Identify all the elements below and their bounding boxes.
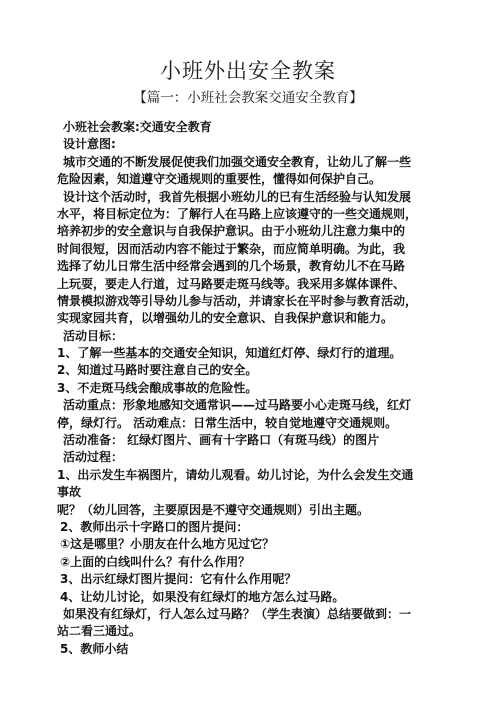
paragraph-line: 城市交通的不断发展促使我们加强交通安全教育，让幼儿了解一些 (63, 154, 412, 169)
paragraph-line: 选择了幼儿日常生活中经常会遇到的几个场景，教育幼儿不在马路 (57, 259, 406, 274)
list-item: 呢？（幼儿回答，主要原因是不遵守交通规则）引出主题。 (57, 502, 370, 517)
paragraph-line: 活动准备： 红绿灯图片、画有十字路口（有斑马线）的图片 (63, 433, 380, 448)
paragraph-line: 实现家园共育，以增强幼儿的安全意识、自我保护意识和能力。 (57, 311, 394, 326)
list-item: 1、出示发生车祸图片，请幼儿观看。幼儿讨论，为什么会发生交通 (57, 467, 414, 482)
list-item: 2、知道过马路时要注意自己的安全。 (57, 363, 258, 378)
paragraph-label: 活动目标： (63, 328, 124, 343)
paragraph-line: 水平，将目标定位为：了解行人在马路上应该遵守的一些交通规则， (57, 206, 418, 221)
paragraph-label: 活动过程： (63, 450, 124, 465)
document-body (57, 119, 449, 658)
list-item: 3、不走斑马线会酿成事故的危险性。 (57, 380, 258, 395)
list-item: ①这是哪里？小朋友在什么地方见过它？ (60, 537, 275, 552)
list-item: 4、让幼儿讨论，如果没有红绿灯的地方怎么过马路。 (60, 589, 345, 604)
paragraph-line: 时间很短，因而活动内容不能过于繁杂，而应简单明确。为此，我 (57, 241, 406, 256)
paragraph-line: 设计这个活动时，我首先根据小班幼儿的已有生活经验与认知发展 (63, 189, 412, 204)
paragraph-line: 危险因素，知道遵守交通规则的重要性，懂得如何保护自己。 (57, 172, 382, 187)
list-item: 3、出示红绿灯图片提问：它有什么作用呢？ (60, 572, 297, 587)
list-item: 5、教师小结 (60, 641, 129, 656)
list-item: 2、教师出示十字路口的图片提问： (60, 519, 249, 534)
paragraph-line: 上玩耍，要走人行道，过马路要走斑马线等。我采用多媒体课件、 (57, 276, 406, 291)
paragraph-line: 站二看三通过。 (57, 624, 142, 639)
paragraph-line: 培养初步的安全意识与自我保护意识。由于小班幼儿注意力集中的 (57, 224, 406, 239)
document-title: 小班外出安全教案 (160, 59, 336, 83)
list-item: ②上面的白线叫什么？有什么作用？ (60, 554, 251, 569)
paragraph-line: 停，绿灯行。 活动难点：日常生活中，较自觉地遵守交通规则。 (57, 415, 398, 430)
list-item: 1、了解一些基本的交通安全知识，知道红灯停、绿灯行的道理。 (57, 346, 402, 361)
list-item: 事故 (57, 485, 82, 500)
paragraph-line: 如果没有红绿灯，行人怎么过马路？（学生表演）总结要做到：一 (63, 606, 412, 621)
paragraph-line: 活动重点：形象地感知交通常识——过马路要小心走斑马线，红灯 (63, 398, 412, 413)
paragraph-label: 设计意图: (63, 137, 116, 152)
section-heading: 小班社会教案:交通安全教育 (63, 120, 212, 134)
paragraph-line: 情景模拟游戏等引导幼儿参与活动，并请家长在平时参与教育活动， (57, 293, 418, 308)
document-subtitle: 【篇一：小班社会教案交通安全教育】 (133, 90, 363, 106)
